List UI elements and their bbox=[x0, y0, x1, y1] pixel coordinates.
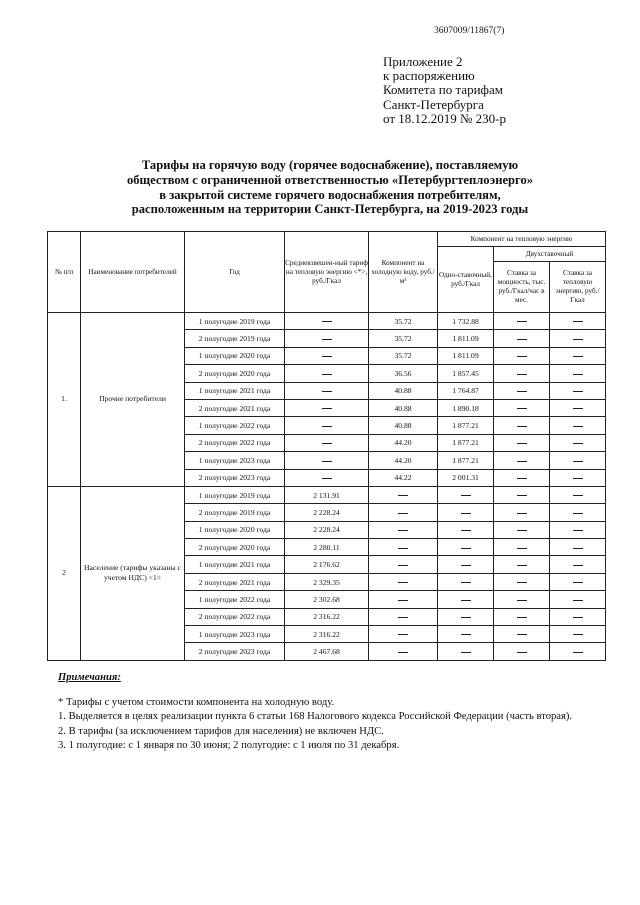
note-item: 1. Выделяется в целях реализации пункта 6 статьи 168 Налогового кодекса Российской Федерации (часть вторая). bbox=[58, 711, 573, 723]
dash-mark bbox=[517, 495, 527, 496]
dash-mark bbox=[517, 582, 527, 583]
one-rate-cell: 1 857.45 bbox=[438, 365, 494, 382]
dash-mark bbox=[322, 339, 332, 340]
dash-mark bbox=[461, 652, 471, 653]
dash-mark bbox=[461, 548, 471, 549]
dash-mark bbox=[517, 652, 527, 653]
capacity-rate-cell bbox=[494, 313, 550, 330]
dash-mark bbox=[322, 478, 332, 479]
energy-rate-cell bbox=[550, 539, 606, 556]
dash-mark bbox=[517, 443, 527, 444]
energy-rate-cell bbox=[550, 365, 606, 382]
dash-mark bbox=[573, 565, 583, 566]
energy-rate-cell bbox=[550, 469, 606, 486]
one-rate-cell bbox=[438, 608, 494, 625]
capacity-rate-cell bbox=[494, 434, 550, 451]
avg-tariff-cell bbox=[285, 347, 369, 364]
period-cell: 2 полугодие 2022 года bbox=[185, 434, 285, 451]
dash-mark bbox=[517, 600, 527, 601]
one-rate-cell: 2 001.31 bbox=[438, 469, 494, 486]
header-avg-tariff: Средневзвешен-ный тариф на тепловую энергию <*>, руб./Гкал bbox=[285, 232, 369, 313]
header-cold-water: Компонент на холодную воду, руб./м³ bbox=[369, 232, 438, 313]
energy-rate-cell bbox=[550, 626, 606, 643]
capacity-rate-cell bbox=[494, 539, 550, 556]
table-row bbox=[48, 313, 606, 330]
dash-mark bbox=[398, 600, 408, 601]
capacity-rate-cell bbox=[494, 399, 550, 416]
dash-mark bbox=[573, 321, 583, 322]
period-cell: 1 полугодие 2022 года bbox=[185, 417, 285, 434]
one-rate-cell bbox=[438, 643, 494, 660]
period-cell: 2 полугодие 2019 года bbox=[185, 504, 285, 521]
dash-mark bbox=[322, 426, 332, 427]
dash-mark bbox=[573, 374, 583, 375]
dash-mark bbox=[573, 582, 583, 583]
dash-mark bbox=[322, 461, 332, 462]
appendix-line: Приложение 2 bbox=[383, 54, 463, 69]
dash-mark bbox=[517, 391, 527, 392]
capacity-rate-cell bbox=[494, 417, 550, 434]
dash-mark bbox=[398, 548, 408, 549]
avg-tariff-cell bbox=[285, 382, 369, 399]
appendix-line: Комитета по тарифам bbox=[383, 82, 503, 98]
one-rate-cell: 1 732.88 bbox=[438, 313, 494, 330]
capacity-rate-cell bbox=[494, 591, 550, 608]
header-energy-rate: Ставка за тепловую энергию, руб./Гкал bbox=[550, 262, 606, 313]
one-rate-cell: 1 811.09 bbox=[438, 347, 494, 364]
dash-mark bbox=[573, 461, 583, 462]
header-year: Год bbox=[185, 232, 285, 313]
period-cell: 2 полугодие 2020 года bbox=[185, 539, 285, 556]
avg-tariff-cell bbox=[285, 313, 369, 330]
avg-tariff-cell: 2 228.24 bbox=[285, 504, 369, 521]
document-number: 3607009/11867(7) bbox=[434, 26, 505, 36]
cold-water-cell: 40.88 bbox=[369, 417, 438, 434]
header-capacity-rate: Ставка за мощность, тыс. руб./Гкал/час в мес. bbox=[494, 262, 550, 313]
one-rate-cell: 1 764.87 bbox=[438, 382, 494, 399]
notes-block bbox=[58, 671, 572, 753]
dash-mark bbox=[322, 408, 332, 409]
dash-mark bbox=[573, 391, 583, 392]
avg-tariff-cell: 2 316.22 bbox=[285, 608, 369, 625]
title-line: в закрытой системе горячего водоснабжения потребителям, bbox=[159, 187, 501, 202]
avg-tariff-cell bbox=[285, 452, 369, 469]
period-cell: 1 полугодие 2019 года bbox=[185, 313, 285, 330]
energy-rate-cell bbox=[550, 556, 606, 573]
group-number: 2 bbox=[48, 486, 81, 660]
capacity-rate-cell bbox=[494, 469, 550, 486]
dash-mark bbox=[517, 408, 527, 409]
capacity-rate-cell bbox=[494, 608, 550, 625]
appendix-line: от 18.12.2019 № 230-р bbox=[383, 110, 506, 126]
cold-water-cell: 35.72 bbox=[369, 313, 438, 330]
period-cell: 2 полугодие 2020 года bbox=[185, 365, 285, 382]
energy-rate-cell bbox=[550, 486, 606, 503]
dash-mark bbox=[322, 391, 332, 392]
cold-water-cell bbox=[369, 608, 438, 625]
cold-water-cell: 40.88 bbox=[369, 382, 438, 399]
energy-rate-cell bbox=[550, 330, 606, 347]
dash-mark bbox=[461, 530, 471, 531]
dash-mark bbox=[398, 495, 408, 496]
cold-water-cell bbox=[369, 539, 438, 556]
dash-mark bbox=[398, 530, 408, 531]
group-consumer-name: Население (тарифы указаны с учетом НДС) <1> bbox=[81, 486, 185, 660]
header-heat-component: Компонент на тепловую энергию bbox=[438, 232, 606, 247]
period-cell: 1 полугодие 2023 года bbox=[185, 626, 285, 643]
period-cell: 2 полугодие 2019 года bbox=[185, 330, 285, 347]
one-rate-cell bbox=[438, 626, 494, 643]
avg-tariff-cell bbox=[285, 469, 369, 486]
avg-tariff-cell: 2 280.11 bbox=[285, 539, 369, 556]
dash-mark bbox=[398, 582, 408, 583]
avg-tariff-cell bbox=[285, 365, 369, 382]
energy-rate-cell bbox=[550, 399, 606, 416]
energy-rate-cell bbox=[550, 573, 606, 590]
dash-mark bbox=[461, 582, 471, 583]
period-cell: 1 полугодие 2020 года bbox=[185, 521, 285, 538]
period-cell: 1 полугодие 2019 года bbox=[185, 486, 285, 503]
one-rate-cell: 1 877.21 bbox=[438, 434, 494, 451]
dash-mark bbox=[461, 513, 471, 514]
dash-mark bbox=[398, 634, 408, 635]
dash-mark bbox=[398, 617, 408, 618]
one-rate-cell bbox=[438, 556, 494, 573]
energy-rate-cell bbox=[550, 521, 606, 538]
appendix-line: к распоряжению bbox=[383, 68, 475, 84]
dash-mark bbox=[573, 513, 583, 514]
one-rate-cell: 1 877.21 bbox=[438, 452, 494, 469]
energy-rate-cell bbox=[550, 313, 606, 330]
title-line: расположенным на территории Санкт-Петербурга, на 2019-2023 годы bbox=[131, 202, 529, 217]
period-cell: 2 полугодие 2023 года bbox=[185, 643, 285, 660]
avg-tariff-cell: 2 316.22 bbox=[285, 626, 369, 643]
one-rate-cell: 1 811.09 bbox=[438, 330, 494, 347]
one-rate-cell bbox=[438, 539, 494, 556]
cold-water-cell: 36.56 bbox=[369, 365, 438, 382]
energy-rate-cell bbox=[550, 434, 606, 451]
avg-tariff-cell: 2 467.68 bbox=[285, 643, 369, 660]
capacity-rate-cell bbox=[494, 626, 550, 643]
dash-mark bbox=[573, 478, 583, 479]
capacity-rate-cell bbox=[494, 643, 550, 660]
header-two-rate: Двухставочный bbox=[494, 247, 606, 262]
dash-mark bbox=[322, 443, 332, 444]
energy-rate-cell bbox=[550, 347, 606, 364]
period-cell: 1 полугодие 2022 года bbox=[185, 591, 285, 608]
avg-tariff-cell: 2 228.24 bbox=[285, 521, 369, 538]
cold-water-cell bbox=[369, 643, 438, 660]
avg-tariff-cell bbox=[285, 434, 369, 451]
dash-mark bbox=[517, 565, 527, 566]
period-cell: 1 полугодие 2020 года bbox=[185, 347, 285, 364]
one-rate-cell bbox=[438, 486, 494, 503]
tariff-table bbox=[47, 231, 606, 661]
dash-mark bbox=[461, 495, 471, 496]
group-consumer-name: Прочие потребители bbox=[81, 313, 185, 487]
cold-water-cell: 35.72 bbox=[369, 330, 438, 347]
energy-rate-cell bbox=[550, 643, 606, 660]
capacity-rate-cell bbox=[494, 556, 550, 573]
dash-mark bbox=[461, 634, 471, 635]
avg-tariff-cell bbox=[285, 399, 369, 416]
dash-mark bbox=[573, 617, 583, 618]
dash-mark bbox=[517, 321, 527, 322]
dash-mark bbox=[573, 443, 583, 444]
capacity-rate-cell bbox=[494, 347, 550, 364]
capacity-rate-cell bbox=[494, 382, 550, 399]
energy-rate-cell bbox=[550, 452, 606, 469]
dash-mark bbox=[517, 513, 527, 514]
dash-mark bbox=[573, 356, 583, 357]
appendix-block bbox=[383, 55, 506, 126]
one-rate-cell bbox=[438, 573, 494, 590]
note-item: * Тарифы с учетом стоимости компонента на холодную воду. bbox=[58, 697, 335, 709]
avg-tariff-cell: 2 329.35 bbox=[285, 573, 369, 590]
energy-rate-cell bbox=[550, 417, 606, 434]
cold-water-cell bbox=[369, 504, 438, 521]
dash-mark bbox=[461, 600, 471, 601]
dash-mark bbox=[322, 356, 332, 357]
one-rate-cell bbox=[438, 521, 494, 538]
dash-mark bbox=[517, 530, 527, 531]
one-rate-cell: 1 877.21 bbox=[438, 417, 494, 434]
dash-mark bbox=[517, 634, 527, 635]
dash-mark bbox=[398, 513, 408, 514]
one-rate-cell: 1 890.18 bbox=[438, 399, 494, 416]
avg-tariff-cell: 2 302.68 bbox=[285, 591, 369, 608]
period-cell: 1 полугодие 2023 года bbox=[185, 452, 285, 469]
avg-tariff-cell bbox=[285, 330, 369, 347]
dash-mark bbox=[573, 408, 583, 409]
period-cell: 2 полугодие 2022 года bbox=[185, 608, 285, 625]
energy-rate-cell bbox=[550, 591, 606, 608]
table-row bbox=[48, 486, 606, 503]
dash-mark bbox=[573, 530, 583, 531]
header-num: № п/п bbox=[48, 232, 81, 313]
cold-water-cell bbox=[369, 591, 438, 608]
dash-mark bbox=[322, 321, 332, 322]
group-number: 1. bbox=[48, 313, 81, 487]
dash-mark bbox=[573, 652, 583, 653]
dash-mark bbox=[573, 339, 583, 340]
dash-mark bbox=[517, 356, 527, 357]
dash-mark bbox=[517, 478, 527, 479]
dash-mark bbox=[573, 495, 583, 496]
capacity-rate-cell bbox=[494, 573, 550, 590]
cold-water-cell bbox=[369, 521, 438, 538]
header-one-rate: Одно-ставочный, руб./Гкал bbox=[438, 247, 494, 313]
energy-rate-cell bbox=[550, 608, 606, 625]
dash-mark bbox=[322, 374, 332, 375]
energy-rate-cell bbox=[550, 504, 606, 521]
period-cell: 1 полугодие 2021 года bbox=[185, 556, 285, 573]
dash-mark bbox=[573, 426, 583, 427]
energy-rate-cell bbox=[550, 382, 606, 399]
cold-water-cell: 40.88 bbox=[369, 399, 438, 416]
cold-water-cell bbox=[369, 626, 438, 643]
dash-mark bbox=[398, 652, 408, 653]
capacity-rate-cell bbox=[494, 504, 550, 521]
dash-mark bbox=[573, 548, 583, 549]
dash-mark bbox=[573, 600, 583, 601]
cold-water-cell: 44.22 bbox=[369, 469, 438, 486]
appendix-line: Санкт-Петербурга bbox=[383, 96, 484, 112]
period-cell: 2 полугодие 2021 года bbox=[185, 399, 285, 416]
dash-mark bbox=[517, 374, 527, 375]
one-rate-cell bbox=[438, 591, 494, 608]
cold-water-cell: 35.72 bbox=[369, 347, 438, 364]
note-item: 2. В тарифы (за исключением тарифов для населения) не включен НДС. bbox=[58, 725, 384, 737]
capacity-rate-cell bbox=[494, 452, 550, 469]
notes-title: Примечания: bbox=[58, 672, 121, 683]
period-cell: 2 полугодие 2023 года bbox=[185, 469, 285, 486]
dash-mark bbox=[461, 565, 471, 566]
dash-mark bbox=[517, 461, 527, 462]
cold-water-cell: 44.20 bbox=[369, 452, 438, 469]
capacity-rate-cell bbox=[494, 330, 550, 347]
dash-mark bbox=[573, 634, 583, 635]
document-title bbox=[40, 158, 620, 217]
cold-water-cell bbox=[369, 486, 438, 503]
cold-water-cell bbox=[369, 556, 438, 573]
avg-tariff-cell: 2 176.62 bbox=[285, 556, 369, 573]
dash-mark bbox=[517, 339, 527, 340]
capacity-rate-cell bbox=[494, 521, 550, 538]
cold-water-cell bbox=[369, 573, 438, 590]
avg-tariff-cell bbox=[285, 417, 369, 434]
capacity-rate-cell bbox=[494, 486, 550, 503]
one-rate-cell bbox=[438, 504, 494, 521]
dash-mark bbox=[461, 617, 471, 618]
dash-mark bbox=[517, 617, 527, 618]
table-body bbox=[48, 313, 606, 661]
header-consumer: Наименование потребителей bbox=[81, 232, 185, 313]
dash-mark bbox=[517, 548, 527, 549]
capacity-rate-cell bbox=[494, 365, 550, 382]
title-line: Тарифы на горячую воду (горячее водоснабжение), поставляемую bbox=[141, 158, 519, 172]
note-item: 3. 1 полугодие: с 1 января по 30 июня; 2 полугодие: с 1 июля по 31 декабря. bbox=[58, 739, 400, 751]
avg-tariff-cell: 2 131.91 bbox=[285, 486, 369, 503]
cold-water-cell: 44.20 bbox=[369, 434, 438, 451]
period-cell: 1 полугодие 2021 года bbox=[185, 382, 285, 399]
dash-mark bbox=[398, 565, 408, 566]
title-line: обществом с ограниченной ответственностью «Петербургтеплоэнерго» bbox=[126, 172, 534, 187]
period-cell: 2 полугодие 2021 года bbox=[185, 573, 285, 590]
dash-mark bbox=[517, 426, 527, 427]
